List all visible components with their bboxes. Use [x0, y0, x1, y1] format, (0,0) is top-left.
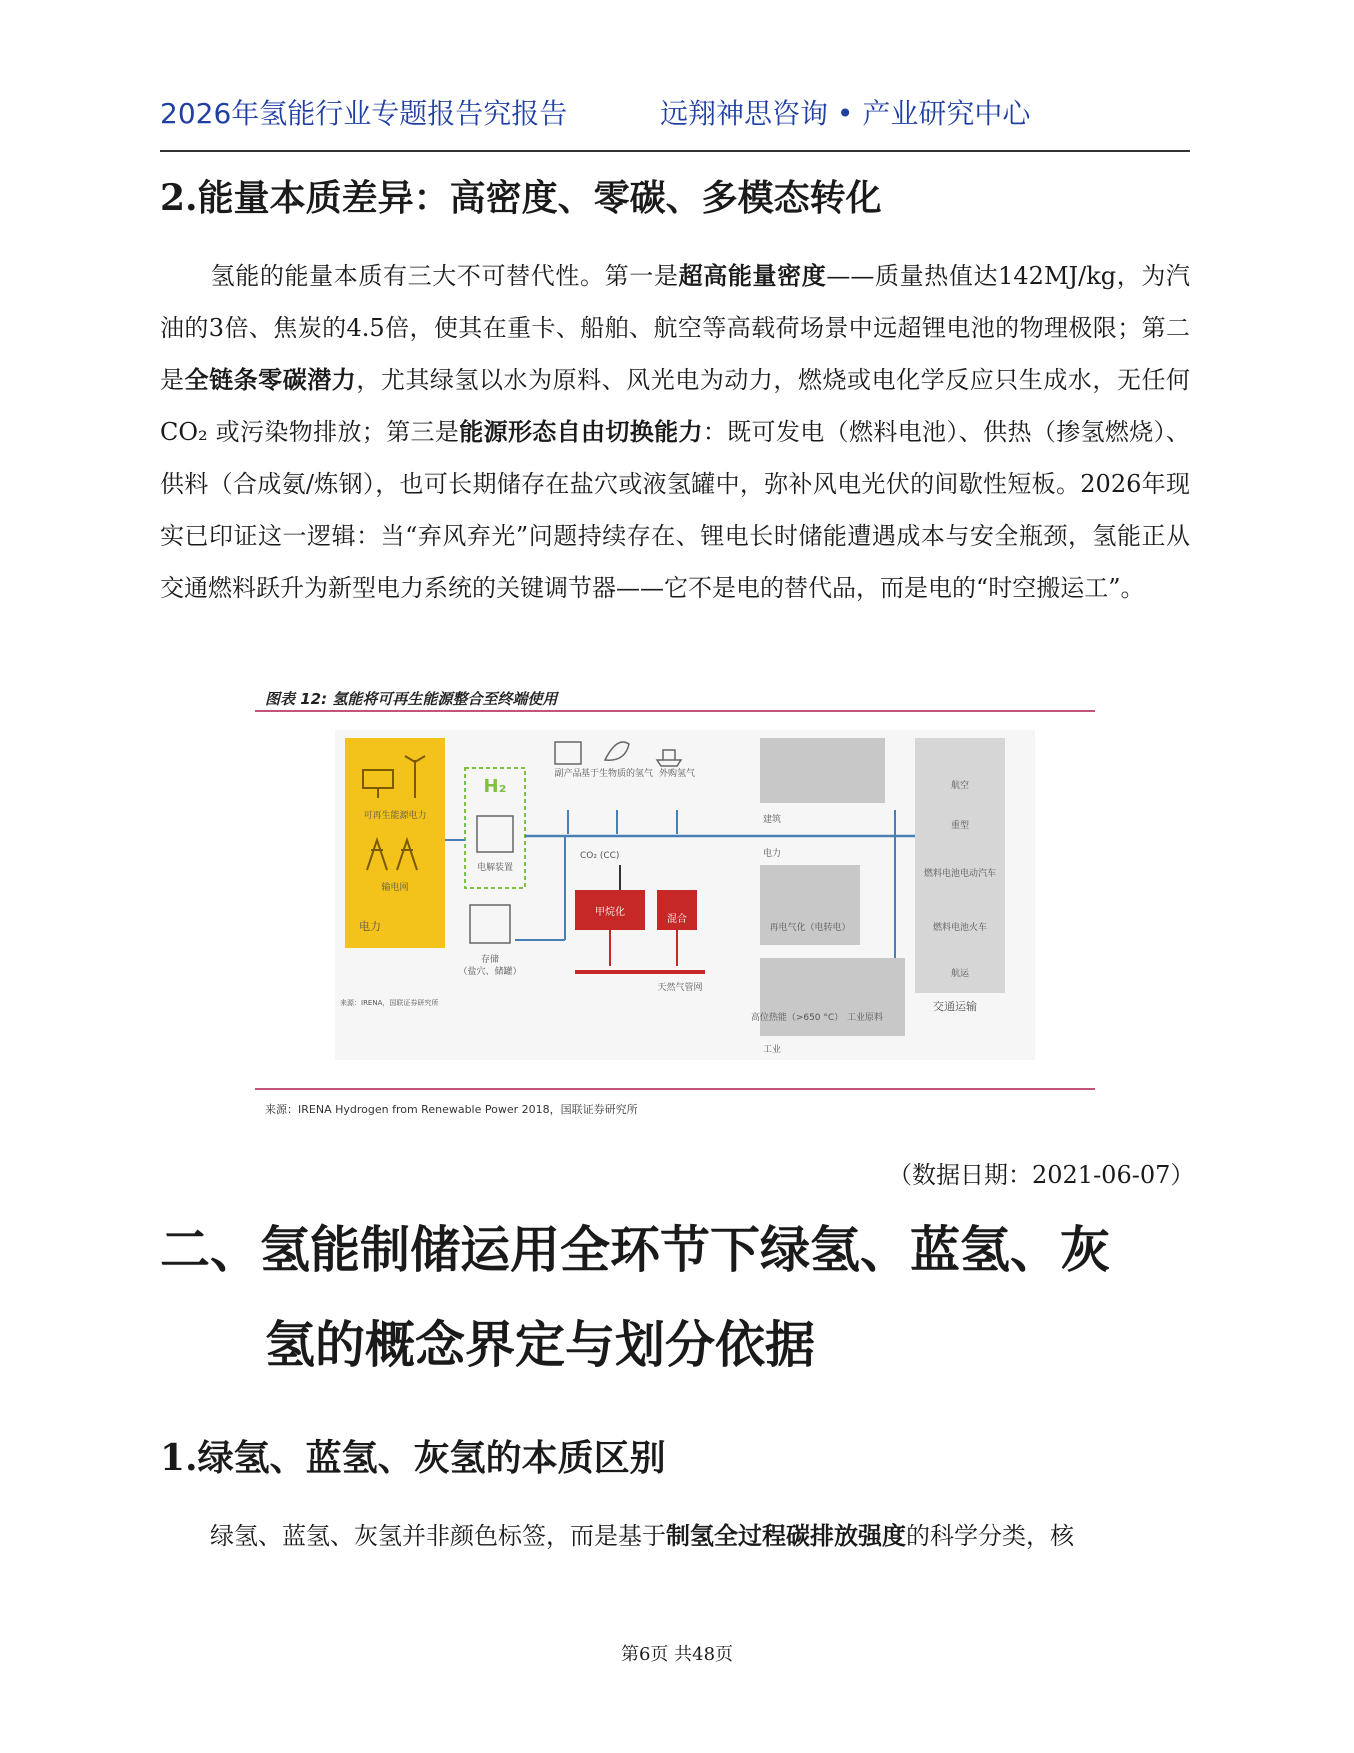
transport-block: [915, 738, 1005, 993]
figure-top-rule: [255, 710, 1095, 712]
label-fcev: 燃料电池电动汽车: [923, 869, 997, 879]
label-power2: 电力: [763, 849, 782, 859]
label-storage-sub: （盐穴、储罐）: [458, 967, 522, 977]
factory-icon: [555, 742, 581, 764]
label-aviation: 航空: [950, 781, 970, 791]
label-import: 外购氢气: [658, 769, 696, 779]
figure-source: 来源：IRENA Hydrogen from Renewable Power 2018，国联证券研究所: [265, 1103, 638, 1116]
header-report-title: 2026年氢能行业专题报告究报告: [160, 97, 568, 130]
p1-bold-zero-carbon: 全链条零碳潜力: [184, 365, 357, 394]
label-co2: CO₂ (CC): [580, 851, 620, 861]
label-repower: 再电气化（电转电）: [769, 923, 851, 933]
label-fctrain: 燃料电池火车: [932, 923, 988, 933]
gas-grid-line: [575, 970, 705, 974]
label-heavy: 重型: [950, 821, 970, 831]
label-transport: 交通运输: [933, 1000, 977, 1013]
s1-bold-intensity: 制氢全过程碳排放强度: [666, 1521, 906, 1550]
header-divider: [160, 150, 1190, 152]
building-block: [760, 738, 885, 803]
repower-block: [760, 865, 860, 945]
label-byproduct: 副产品: [554, 769, 582, 779]
section1-paragraph: [160, 1510, 1190, 1562]
chapter-heading-line1: 二、氢能制储运用全环节下绿氢、蓝氢、灰: [160, 1220, 1110, 1279]
figure-title: 图表 12: 氢能将可再生能源整合至终端使用: [265, 690, 558, 708]
label-power: 电力: [359, 920, 381, 933]
s1-text-c: 的科学分类，核: [906, 1522, 1074, 1550]
renewable-block: [345, 738, 445, 948]
leaf-icon: [605, 742, 629, 760]
figure-inner-source: 来源：IRENA，国联证券研究所: [340, 999, 439, 1007]
electrolyzer-icon: [477, 816, 513, 852]
header-org: 远翔神思咨询 • 产业研究中心: [660, 97, 1031, 130]
p1-text-c: ——质量热值达142MJ/kg，为汽油的3倍、焦炭的4.5倍，使其在重卡、船舶、航空等高载荷场景中远超锂电池的物理极限；第二是: [160, 262, 1191, 394]
figure-12: [255, 678, 1095, 1118]
p1-text-a: 氢能的能量本质有三大不可替代性。第一是: [210, 262, 679, 290]
label-shipping: 航运: [950, 969, 970, 979]
label-bio: 基于生物质的氢气: [580, 769, 654, 779]
page-footer: 第6页 共48页: [620, 1644, 734, 1665]
ship-icon: [657, 750, 681, 766]
p1-text-g: ：既可发电（燃料电池）、供热（掺氢燃烧）、供料（合成氨/炼钢），也可长期储存在盐穴或液氢罐中，弥补风电光伏的间歇性短板。2026年现实已印证这一逻辑：当“弃风弃光”问题持续存在、锂电长时储能遭遇成本与安全瓶颈，氢能正从交通燃料跃升为新型电力系统的关键调节器——它不是电的替代品，而是电的“时空搬运工”。: [160, 418, 1190, 602]
data-date-note: （数据日期：2021-06-07）: [888, 1161, 1195, 1189]
label-h2: H₂: [483, 776, 507, 797]
p1-text-e: ，尤其绿氢以水为原料、风光电为动力，燃烧或电化学反应只生成水，无任何CO₂ 或污染物排放；第三是: [160, 366, 1191, 446]
industry-block: [760, 958, 905, 1036]
label-high-heat: 高位热能（>650 °C）: [750, 1013, 844, 1023]
label-storage: 存储: [480, 955, 500, 965]
hydrogen-flow-diagram: [335, 730, 1035, 1060]
chapter-heading-line2: 氢的概念界定与划分依据: [265, 1315, 815, 1374]
figure-bottom-rule: [255, 1088, 1095, 1090]
label-renewable: 可再生能源电力: [363, 811, 427, 821]
label-methanation: 甲烷化: [595, 907, 625, 918]
label-mixing: 混合: [667, 914, 687, 925]
p1-bold-switching: 能源形态自由切换能力: [459, 417, 703, 446]
s1-text-a: 绿氢、蓝氢、灰氢并非颜色标签，而是基于: [210, 1522, 666, 1550]
section-heading-1: 1.绿氢、蓝氢、灰氢的本质区别: [160, 1437, 666, 1479]
p1-bold-density: 超高能量密度: [678, 261, 827, 290]
storage-tank-icon: [470, 905, 510, 943]
label-industry: 工业: [763, 1045, 782, 1055]
section-heading-2: 2.能量本质差异：高密度、零碳、多模态转化: [160, 177, 882, 219]
label-electrolyzer: 电解装置: [476, 863, 514, 873]
label-gas-grid: 天然气管网: [657, 983, 703, 993]
label-industry-raw: 工业原料: [846, 1013, 884, 1023]
label-building: 建筑: [763, 815, 782, 825]
label-grid: 输电网: [381, 883, 409, 893]
section2-paragraph: [160, 250, 1190, 614]
